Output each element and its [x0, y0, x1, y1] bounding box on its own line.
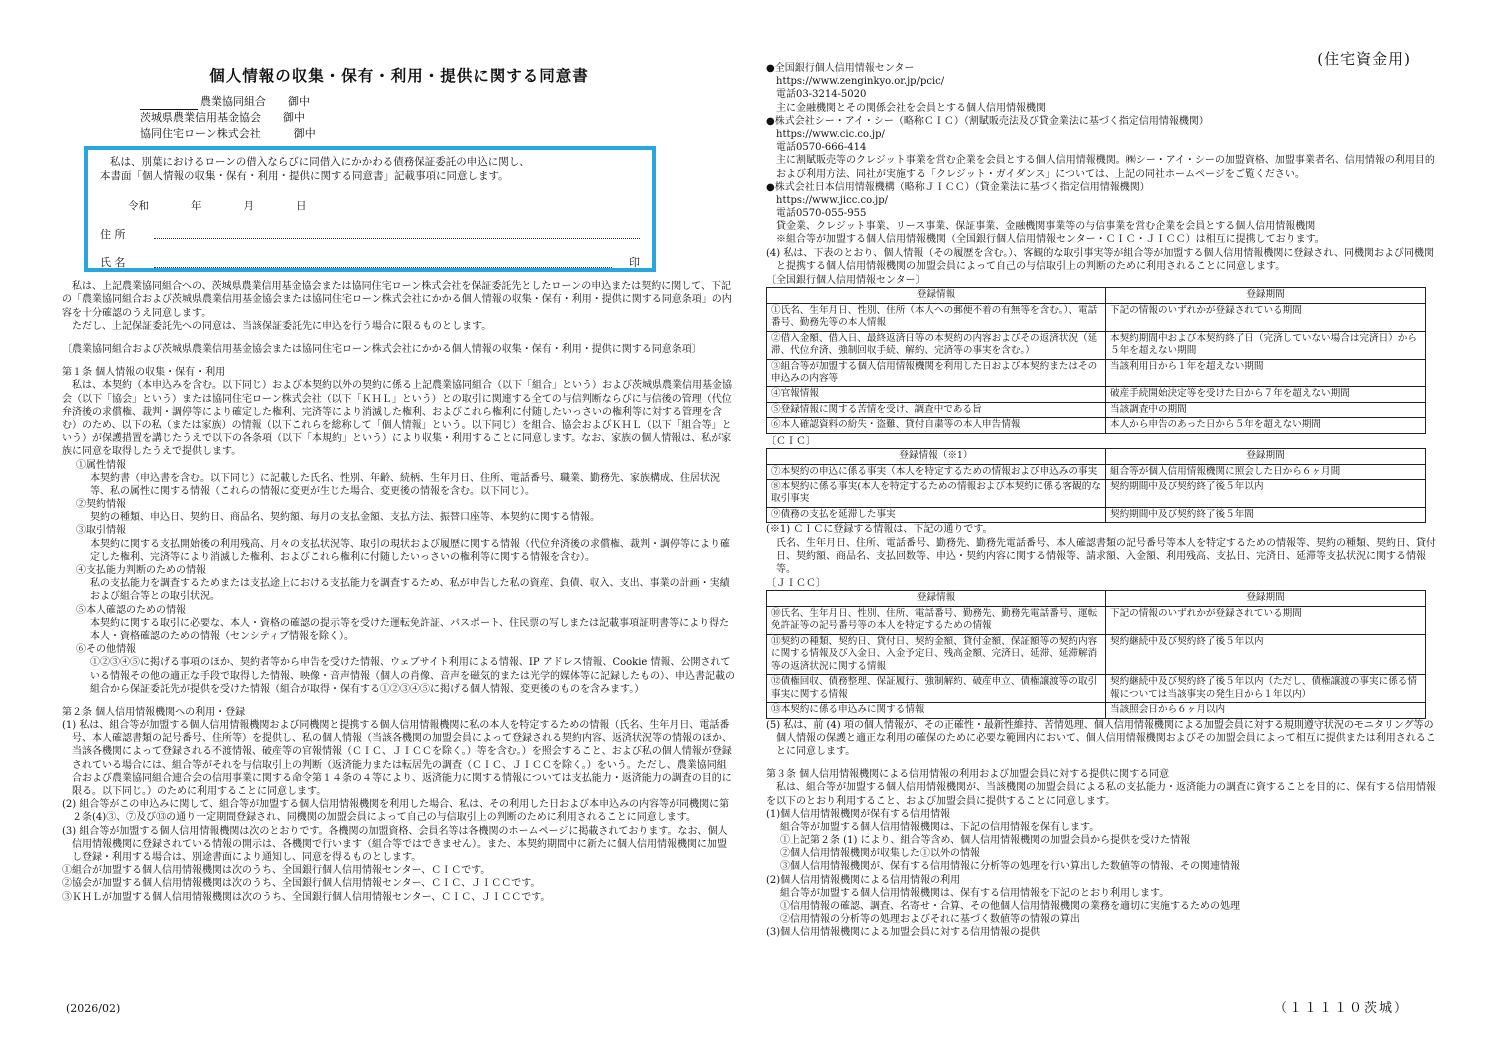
table-cell: ⑤登録情報に関する苦情を受け、調査中である旨	[767, 402, 1106, 417]
article2-p3: (3) 組合等が加盟する個人信用情報機関は次のとおりです。各機関の加盟資格、会員名等は各機関のホームページに掲載されております。なお、個人信用情報機関に登録されている情報の開示は、各機関で行います（組合等ではできません）。また、本契約期間中に新たに個人信用情報機関に加盟し登録・利用する場合は、別途書面により通知し、同意を得るものとします。	[62, 825, 728, 863]
table-cell: ⑧本契約に係る事実(本人を特定するための情報および本契約に係る客観的な取引事実	[767, 480, 1106, 508]
table-cell: 当該調査中の期間	[1106, 402, 1426, 417]
table-cell: ②借入金額、借入日、最終返済日等の本契約の内容およびその返済状況（延滞、代位弁済、強制回収手続、解約、完済等の事実を含む。）	[767, 331, 1106, 359]
revision-date: (2026/02)	[66, 1002, 121, 1015]
article2-title: 第２条 個人信用情報機関への利用・登録	[62, 706, 246, 718]
registration-table-jicc	[766, 590, 1426, 718]
intro-note: ただし、上記保証委託先への同意は、当該保証委託先に申込を行う場合に限るものとします。	[72, 320, 492, 332]
table-cell: ⑦本契約の申込に係る事実（本人を特定するための情報および申込みの事実	[767, 464, 1106, 479]
table-cell: ①氏名、生年月日、性別、住所（本人への郵便不着の有無等を含む。）、電話番号、勤務先等の本人情報	[767, 303, 1106, 331]
table-cell: 組合等が個人信用情報機関に照会した日から６ヶ月間	[1106, 464, 1426, 479]
agency-url[interactable]: https://www.zenginkyo.or.jp/pcic/	[776, 76, 945, 88]
table-cell: 当該照会日から６ヶ月以内	[1106, 703, 1426, 718]
table-row	[767, 402, 1426, 417]
list-item: ③個人信用情報機関が、保有する信用情報に分析等の処理を行い算出した数値等の情報、その関連情報	[780, 861, 1240, 873]
item-body: 本契約に関する支払開始後の利用残高、月々の支払状況等、取引の現状および履歴に関する情報（代位弁済後の求償権、裁判・調停等により確定した権利、完済等により消滅した権利、およびこれら権利に付随したいっさいの権利等に関する情報を含む）。	[90, 538, 730, 563]
article1-items	[76, 459, 736, 696]
agency-name: ●株式会社シー・アイ・シー（略称ＣＩＣ）（割賦販売法及び貸金業法に基づく指定信用情報機関）	[766, 115, 1209, 127]
list-item: ①信用情報の確認、調査、名寄せ・合算、その他個人信用情報機関の業務を適切に実施するための処理	[780, 901, 1240, 912]
document-title: 個人情報の収集・保有・利用・提供に関する同意書	[209, 67, 589, 85]
article2-p1: (1) 私は、組合等が加盟する個人信用情報機関および同機関と提携する個人信用情報機関に私の本人を特定するための情報（氏名、生年月日、電話番号、本人確認書類の記号番号、住所等）を提供し、私の個人情報（当該各機関の加盟会員によって登録される契約内容、返済状況等の情報のほか、当該各機関によって登録される不渡情報、破産等の官報情報（ＣＩＣ、ＪＩＣＣを除く。）等を含む。）を照会すること、および私の個人情報が登録されている場合には、組合等がそれを与信取引上の判断（返済能力または転居先の調査（ＣＩＣ、ＪＩＣＣを除く。）をいう。ただし、農業協同組合および農業協同組合連合会の信用事業に関する命令第１４条の４等により、返済能力に関する情報については支払能力・返済能力の調査の目的に限る。以下同じ。）のために利用することに同意します。	[62, 720, 732, 798]
article3-s2: (2)個人信用情報機関による信用情報の利用	[766, 874, 961, 886]
member-list-item: ③ＫＨＬが加盟する個人信用情報機関は次のうち、全国銀行個人信用情報センター、ＣＩＣ、ＪＩＣＣです。	[62, 891, 551, 903]
clause-heading: 〔農業協同組合および茨城県農業信用基金協会または協同住宅ローン株式会社にかかる個人情報の収集・保有・利用・提供に関する同意条項〕	[62, 344, 702, 356]
table-cell: 本契約期間中および本契約終了日（完済していない場合は完済日）から５年を超えない期間	[1106, 331, 1426, 359]
address-line[interactable]	[154, 238, 640, 239]
table-cell: 契約期間中及び契約終了後５年以内	[1106, 480, 1426, 508]
agency-cic	[766, 115, 1436, 181]
item-body: 私の支払能力を調査するためまたは支払途上における支払能力を調査するため、私が申告した私の資産、負債、収入、支出、事業の計画・実績および組合等との取引状況。	[90, 578, 730, 603]
agency-name: ●株式会社日本信用情報機構（略称ＪＩＣＣ）（貸金業法に基づく指定信用情報機関）	[766, 181, 1150, 193]
article2-p2: (2) 組合等がこの申込みに関して、組合等が加盟する個人信用情報機関を利用した場合、私は、その利用した日および本申込みの内容等が同機関に第２条(4)③、⑦及び⑬の通り一定期間登録され、同機関の加盟会員によって自己の与信取引上の判断のために利用されることに同意します。	[62, 799, 730, 824]
article2-p5: (5) 私は、前 (4) 項の個人情報が、その正確性・最新性維持、苦情処理、個人信用情報機関による加盟会員に対する規則遵守状況のモニタリング等の個人情報の保護と適正な利用の確保のために必要な範囲内において、個人信用情報機関およびその加盟会員によって相互に提供または利用されることに同意します。	[766, 719, 1436, 757]
name-field[interactable]	[100, 256, 640, 271]
agency-tel: 電話03-3214-5020	[776, 89, 867, 101]
table-header: 登録期間	[1106, 591, 1426, 606]
table-row	[767, 675, 1426, 703]
list-item: ②個人信用情報機関が収集した①以外の情報	[780, 848, 980, 860]
address-label: 住 所	[100, 227, 126, 241]
form-code: （１１１１０茨城）	[1273, 1001, 1409, 1016]
table-cell: ⑪契約の種類、契約日、貸付日、契約金額、貸付金額、保証額等の契約内容に関する情報及び入金日、入金予定日、残高金額、完済日、延滞、延滞解消等の返済状況に関する情報	[767, 634, 1106, 674]
item-title: ③取引情報	[76, 525, 126, 537]
member-list-item: ①組合が加盟する個人信用情報機関は次のうち、全国銀行個人信用情報センター、ＣＩＣです。	[62, 865, 491, 877]
list-item: ②信用情報の分析等の処理およびそれに基づく数値等の情報の算出	[780, 914, 1080, 926]
article3-s3: (3)個人信用情報機関による加盟会員に対する信用情報の提供	[766, 927, 1041, 939]
agency-jicc	[766, 181, 1436, 234]
table-cell: 破産手続開始決定等を受けた日から７年を超えない期間	[1106, 387, 1426, 402]
item-body: 契約の種類、申込日、契約日、商品名、契約額、毎月の支払金額、支払方法、振替口座等、本契約に関する情報。	[90, 512, 600, 524]
table-row	[767, 606, 1426, 634]
name-line[interactable]	[154, 267, 612, 268]
left-column	[62, 62, 736, 1042]
intro-paragraph: 私は、上記農業協同組合への、茨城県農業信用基金協会または協同住宅ローン株式会社を保証委託先としたローンの申込または契約に関して、下記の「農業協同組合および茨城県農業信用基金協会または協同住宅ローン株式会社にかかる個人情報の収集・保有・利用・提供に関する同意条項」の内容を十分確認のうえ同意します。	[62, 281, 732, 319]
agency-zengin	[766, 62, 1436, 115]
registration-table-cic	[766, 448, 1426, 523]
item-title: ④支払能力判断のための情報	[76, 565, 206, 577]
article3-s2-body: 組合等が加盟する個人信用情報機関は、保有する信用情報を下記のとおり利用します。	[780, 887, 1170, 899]
table-row	[767, 507, 1426, 522]
consent-signature-box	[84, 146, 656, 272]
addressee-list	[140, 94, 736, 142]
article3-body: 私は、組合等が加盟する個人信用情報機関が、当該機関の加盟会員による私の支払能力・返済能力の調査に資することを目的に、保有する信用情報を以下のとおり利用すること、および加盟会員に提供することに同意します。	[766, 782, 1436, 807]
table-cell: ⑩氏名、生年月日、性別、住所、電話番号、勤務先、勤務先電話番号、運転免許証等の記号番号等の本人を特定するための情報	[767, 606, 1106, 634]
table-cell: ④官報情報	[767, 387, 1106, 402]
table-row	[767, 418, 1426, 433]
member-list-item: ②協会が加盟する個人信用情報機関は次のうち、全国銀行個人信用情報センター、ＣＩＣ、ＪＩＣＣです。	[62, 878, 541, 890]
table-cell: 下記の情報のいずれかが登録されている期間	[1106, 303, 1426, 331]
table-cell: 当該利用日から１年を超えない期間	[1106, 359, 1426, 387]
agency-url[interactable]: https://www.jicc.co.jp/	[776, 194, 888, 206]
table-row	[767, 480, 1426, 508]
table-cell: ⑬本契約に係る申込みに関する情報	[767, 703, 1106, 718]
table-label-jicc: 〔ＪＩＣＣ〕	[766, 578, 826, 590]
table-cell: ⑨債務の支払を延滞した事実	[767, 507, 1106, 522]
table-cell: 契約継続中及び契約終了後５年以内（ただし、債権譲渡の事実に係る情報については当該事実の発生日から１年以内）	[1106, 675, 1426, 703]
table-header: 登録情報	[767, 591, 1106, 606]
table-cell: 契約期間中及び契約終了後５年間	[1106, 507, 1426, 522]
table-row	[767, 464, 1426, 479]
table-cell: 本人から申告のあった日から５年を超えない期間	[1106, 418, 1426, 433]
addressee-jacooperative: 農業協同組合 御中	[140, 94, 736, 110]
item-title: ②契約情報	[76, 499, 126, 511]
item-title: ⑤本人確認のための情報	[76, 604, 186, 616]
agency-url[interactable]: https://www.cic.co.jp/	[776, 128, 885, 140]
table-cell: ③組合等が加盟する個人信用情報機関を利用した日および本契約またはその申込みの内容等	[767, 359, 1106, 387]
agency-note: ※組合等が加盟する個人信用情報機関（全国銀行個人信用情報センター・ＣＩＣ・ＪＩＣＣ）は相互に提携しております。	[776, 234, 1325, 246]
table-row	[767, 634, 1426, 674]
article3-title: 第３条 個人信用情報機関による信用情報の利用および加盟会員に対する提供に関する同意	[766, 769, 1170, 781]
seal-mark: 印	[629, 256, 640, 270]
address-field[interactable]	[100, 228, 640, 243]
right-column	[766, 62, 1436, 997]
date-row[interactable]: 令和 年 月 日	[128, 199, 307, 212]
addressee-housing-loan: 協同住宅ローン株式会社 御中	[140, 127, 316, 141]
item-body: ①②③④⑤に掲げる事項のほか、契約者等から申告を受けた情報、ウェブサイト利用による情報、IP アドレス情報、Cookie 情報、公開されている情報その他の適正な手段で取得した情報、映像・音声情報（個人の肖像、音声を磁気的または光学的媒体等に記録したもの）、申込書記載の組合から保証委託先が提供を受けた情報（組合が取得・保有する①②③④⑤に掲げる個人情報、変更後のものを含みます。）	[90, 657, 735, 695]
table-header: 登録期間	[1106, 449, 1426, 464]
cic-note: (※1) ＣＩＣに登録する情報は、下記の通りです。	[766, 524, 993, 536]
article1-title: 第１条 個人情報の収集・保有・利用	[62, 367, 226, 379]
item-body: 本契約書（申込書を含む。以下同じ）に記載した氏名、性別、年齢、続柄、生年月日、住所、電話番号、職業、勤務先、家族構成、住居状況等、私の属性に関する情報（これらの情報に変更が生じた場合、変更後の情報を含む。以下同じ）。	[90, 472, 720, 497]
table-header: 登録情報（※1）	[767, 449, 1106, 464]
registration-table-zengin	[766, 287, 1426, 434]
article3-s1-body: 組合等が加盟する個人信用情報機関は、下記の信用情報を保有します。	[780, 821, 1100, 833]
consent-line-2: 本書面「個人情報の収集・保有・利用・提供に関する同意書」記載事項に同意します。	[100, 170, 509, 183]
item-title: ①属性情報	[76, 459, 126, 471]
agency-tel: 電話0570-055-955	[776, 208, 867, 220]
agency-name: ●全国銀行個人信用情報センター	[766, 63, 915, 74]
consent-line-1: 私は、別葉におけるローンの借入ならびに同借入にかかわる債務保証委託の申込に関し、	[110, 156, 530, 169]
agency-tel: 電話0570-666-414	[776, 142, 867, 154]
agency-desc: 主に割賦販売等のクレジット事業を営む企業を会員とする個人信用情報機関。㈱シー・アイ・シーの加盟資格、加盟事業者名、信用情報の利用目的および利用方法、同社が実施する「クレジット・ガイダンス」については、上記の同社ホームページをご覧ください。	[776, 155, 1435, 180]
blank-line[interactable]	[140, 99, 198, 110]
table-cell: 契約継続中及び契約終了後５年以内	[1106, 634, 1426, 674]
table-row	[767, 359, 1426, 387]
addressee-fund-association: 茨城県農業信用基金協会 御中	[140, 111, 305, 125]
table-cell: ⑫債権回収、債務整理、保証履行、強制解約、破産申立、債権譲渡等の取引事実に関する情報	[767, 675, 1106, 703]
article3-s1: (1)個人信用情報機関が保有する信用情報	[766, 808, 951, 820]
table-cell: 下記の情報のいずれかが登録されている期間	[1106, 606, 1426, 634]
list-item: ①上記第２条 (1) により、組合等含め、個人信用情報機関の加盟会員から提供を受けた情報	[780, 835, 1191, 847]
usage-label: (住宅資金用)	[1317, 50, 1411, 68]
item-title: ⑥その他情報	[76, 644, 136, 656]
item-body: 本契約に関する取引に必要な、本人・資格の確認の提示等を受けた運転免許証、パスポート、住民票の写しまたは記載事項証明書等により得た本人・資格確認のための情報（センシティブ情報を除く）。	[90, 617, 730, 642]
cic-note-body: 氏名、生年月日、住所、電話番号、勤務先、勤務先電話番号、本人確認書類の記号番号等本人を特定するための情報等、契約の種類、契約日、貸付日、契約額、商品名、支払回数等、申込・契約内容に関する情報等、請求額、入金額、利用残高、支払日、完済日、延滞等支払状況に関する情報等。	[776, 537, 1436, 575]
table-row	[767, 331, 1426, 359]
table-cell: ⑥本人確認資料の紛失・盗難、貸付自粛等の本人申告情報	[767, 418, 1106, 433]
agency-desc: 主に金融機関とその関係会社を会員とする個人信用情報機関	[776, 102, 1046, 114]
table-header: 登録期間	[1106, 288, 1426, 303]
agency-desc: 貸金業、クレジット事業、リース事業、保証事業、金融機関事業等の与信事業を営む企業を会員とする個人信用情報機関	[776, 221, 1316, 233]
table-label-cic: 〔ＣＩＣ〕	[766, 435, 816, 447]
table-label-zengin: 〔全国銀行個人信用情報センター〕	[766, 275, 926, 286]
table-row	[767, 387, 1426, 402]
name-label: 氏 名	[100, 256, 126, 270]
table-row	[767, 303, 1426, 331]
table-row	[767, 703, 1426, 718]
article2-p4: (4) 私は、下表のとおり、個人情報（その履歴を含む。）、客観的な取引事実等が組合等が加盟する個人信用情報機関に登録され、同機関および同機関と提携する個人信用情報機関の加盟会員によって自己の与信取引上の判断のために利用されることに同意します。	[766, 247, 1434, 272]
table-header: 登録情報	[767, 288, 1106, 303]
article1-body: 私は、本契約（本申込みを含む。以下同じ）および本契約以外の契約に係る上記農業協同組合（以下「組合」という）および茨城県農業信用基金協会（以下「協会」という）または協同住宅ローン株式会社（以下「ＫＨＬ」という）との取引に関連する全ての与信判断ならびに与信後の管理（代位弁済後の求償権、裁判・調停等により確定した権利、完済等により消滅した権利、およびこれら権利に付随したいっさいの権利等に対する管理を含む）のため、以下の私（または家族）の情報（以下これらを総称して「個人情報」という。以下同じ）を組合、協会およびＫＨＬ（以下「組合等」という）が保護措置を講じたうえで以下の各条項（以下「本規約」という）により収集・利用することに同意します。なお、家族の個人情報は、私が家族に同意を取得したうえで提供します。	[62, 380, 732, 458]
